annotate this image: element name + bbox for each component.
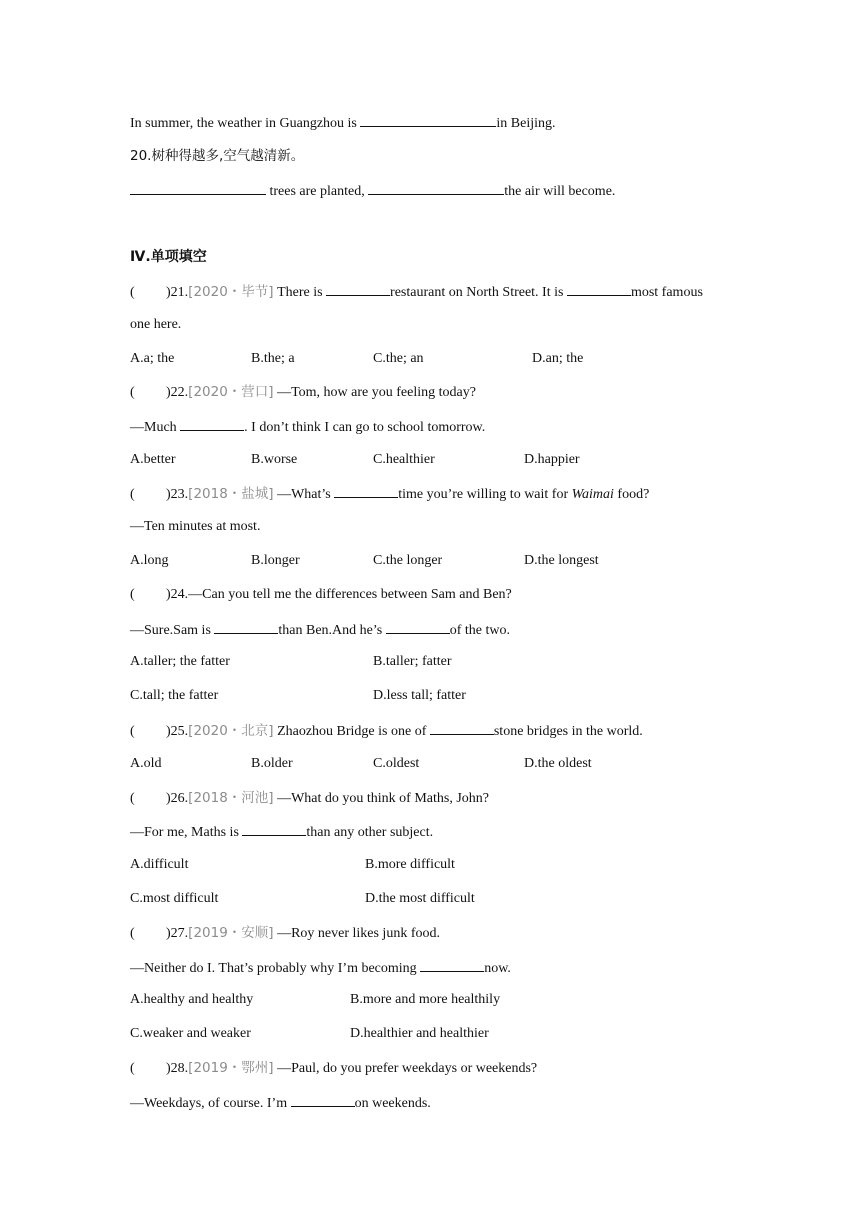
question-number: )26. [166, 791, 189, 806]
source-tag: [2019・鄂州] [188, 1060, 274, 1076]
answer-paren[interactable]: ( [130, 926, 135, 941]
answer-blank[interactable] [368, 180, 504, 195]
answer-paren[interactable]: ( [130, 1061, 135, 1076]
q20-text-b: the air will become. [504, 184, 616, 199]
option-a[interactable]: A.long [130, 553, 169, 568]
option-b[interactable]: B.more and more healthily [350, 992, 501, 1007]
section-heading: Ⅳ.单项填空 [130, 249, 207, 265]
answer-paren[interactable]: ( [130, 385, 135, 400]
question-28 [130, 1058, 537, 1079]
option-b[interactable]: B.more difficult [365, 857, 455, 872]
question-25 [130, 720, 643, 742]
answer-blank[interactable] [326, 281, 390, 296]
question-text: . I don’t think I can go to school tomorrow. [244, 420, 486, 435]
option-d[interactable]: D.the oldest [524, 756, 592, 771]
question-21 [130, 281, 703, 303]
question-22 [130, 382, 476, 403]
question-text-italic: Waimai [571, 487, 614, 502]
option-b[interactable]: B.longer [251, 553, 300, 568]
option-c[interactable]: C.tall; the fatter [130, 688, 219, 703]
answer-blank[interactable] [430, 720, 494, 735]
question-text: There is [273, 285, 327, 300]
option-b[interactable]: B.the; a [251, 351, 295, 366]
option-d[interactable]: D.an; the [532, 351, 584, 366]
source-tag: [2020・毕节] [188, 284, 274, 300]
question-26 [130, 788, 489, 809]
question-text: than Ben.And he’s [278, 623, 386, 638]
answer-blank[interactable] [242, 821, 306, 836]
question-text: —Tom, how are you feeling today? [273, 385, 476, 400]
question-text: —Roy never likes junk food. [273, 926, 440, 941]
option-d[interactable]: D.less tall; fatter [373, 688, 466, 703]
question-text: —What do you think of Maths, John? [273, 791, 489, 806]
question-21-cont: one here. [130, 317, 182, 332]
question-text: —Sure.Sam is [130, 623, 215, 638]
source-tag: [2018・盐城] [188, 486, 274, 502]
answer-blank[interactable] [334, 483, 398, 498]
question-27-reply [130, 957, 511, 979]
option-d[interactable]: D.the most difficult [365, 891, 475, 906]
question-number: )22. [166, 385, 189, 400]
source-tag: [2019・安顺] [188, 925, 274, 941]
option-c[interactable]: C.the; an [373, 351, 424, 366]
question-text: than any other subject. [306, 825, 434, 840]
option-c[interactable]: C.weaker and weaker [130, 1026, 251, 1041]
answer-paren[interactable]: ( [130, 285, 135, 300]
option-a[interactable]: A.old [130, 756, 162, 771]
source-tag: [2018・河池] [188, 790, 274, 806]
question-number: )27. [166, 926, 189, 941]
option-a[interactable]: A.better [130, 452, 176, 467]
question-28-reply [130, 1092, 431, 1114]
question-number: )25. [166, 724, 189, 739]
option-a[interactable]: A.a; the [130, 351, 175, 366]
answer-paren[interactable]: ( [130, 487, 135, 502]
q19-text-a: In summer, the weather in Guangzhou is [130, 116, 361, 131]
question-text: time you’re willing to wait for [398, 487, 572, 502]
question-text: stone bridges in the world. [493, 724, 643, 739]
option-b[interactable]: B.older [251, 756, 293, 771]
answer-paren[interactable]: ( [130, 791, 135, 806]
question-text: —Paul, do you prefer weekdays or weekends? [273, 1061, 538, 1076]
question-text: —Neither do I. That’s probably why I’m becoming [130, 961, 421, 976]
answer-blank[interactable] [130, 180, 266, 195]
question-text: food? [613, 487, 650, 502]
question-text: —Can you tell me the differences between Sam and Ben? [188, 587, 512, 602]
question-23-reply: —Ten minutes at most. [130, 519, 261, 534]
q19-line [130, 112, 556, 134]
q20-line [130, 180, 615, 202]
option-c[interactable]: C.most difficult [130, 891, 219, 906]
option-b[interactable]: B.taller; fatter [373, 654, 452, 669]
question-27 [130, 923, 440, 944]
question-24 [130, 585, 512, 605]
question-number: )23. [166, 487, 189, 502]
question-text: Zhaozhou Bridge is one of [273, 724, 430, 739]
question-text: most famous [630, 285, 703, 300]
question-number: )28. [166, 1061, 189, 1076]
option-c[interactable]: C.healthier [373, 452, 435, 467]
q20-text-a: trees are planted, [266, 184, 369, 199]
answer-blank[interactable] [420, 957, 484, 972]
option-c[interactable]: C.oldest [373, 756, 420, 771]
answer-blank[interactable] [291, 1092, 355, 1107]
question-24-reply [130, 619, 510, 641]
question-text: restaurant on North Street. It is [390, 285, 567, 300]
option-d[interactable]: D.the longest [524, 553, 599, 568]
answer-blank[interactable] [386, 619, 450, 634]
option-d[interactable]: D.healthier and healthier [350, 1026, 489, 1041]
q19-text-b: in Beijing. [496, 116, 556, 131]
option-b[interactable]: B.worse [251, 452, 298, 467]
option-a[interactable]: A.healthy and healthy [130, 992, 254, 1007]
option-a[interactable]: A.taller; the fatter [130, 654, 230, 669]
question-text: now. [484, 961, 511, 976]
question-22-reply [130, 416, 485, 438]
answer-paren[interactable]: ( [130, 724, 135, 739]
question-text: —What’s [273, 487, 335, 502]
option-d[interactable]: D.happier [524, 452, 580, 467]
answer-blank[interactable] [567, 281, 631, 296]
answer-blank[interactable] [214, 619, 278, 634]
answer-paren[interactable]: ( [130, 587, 135, 602]
question-23 [130, 483, 649, 505]
option-c[interactable]: C.the longer [373, 553, 443, 568]
question-text: —Much [130, 420, 181, 435]
q20-prompt: 20.树种得越多,空气越清新。 [130, 148, 305, 164]
answer-blank[interactable] [360, 112, 496, 127]
question-text: —For me, Maths is [130, 825, 243, 840]
question-text: on weekends. [354, 1096, 431, 1111]
question-number: )21. [166, 285, 189, 300]
question-text: of the two. [449, 623, 510, 638]
question-text: —Weekdays, of course. I’m [130, 1096, 291, 1111]
question-number: )24. [166, 587, 189, 602]
source-tag: [2020・北京] [188, 723, 274, 739]
source-tag: [2020・营口] [188, 384, 274, 400]
option-a[interactable]: A.difficult [130, 857, 189, 872]
answer-blank[interactable] [180, 416, 244, 431]
question-26-reply [130, 821, 433, 843]
